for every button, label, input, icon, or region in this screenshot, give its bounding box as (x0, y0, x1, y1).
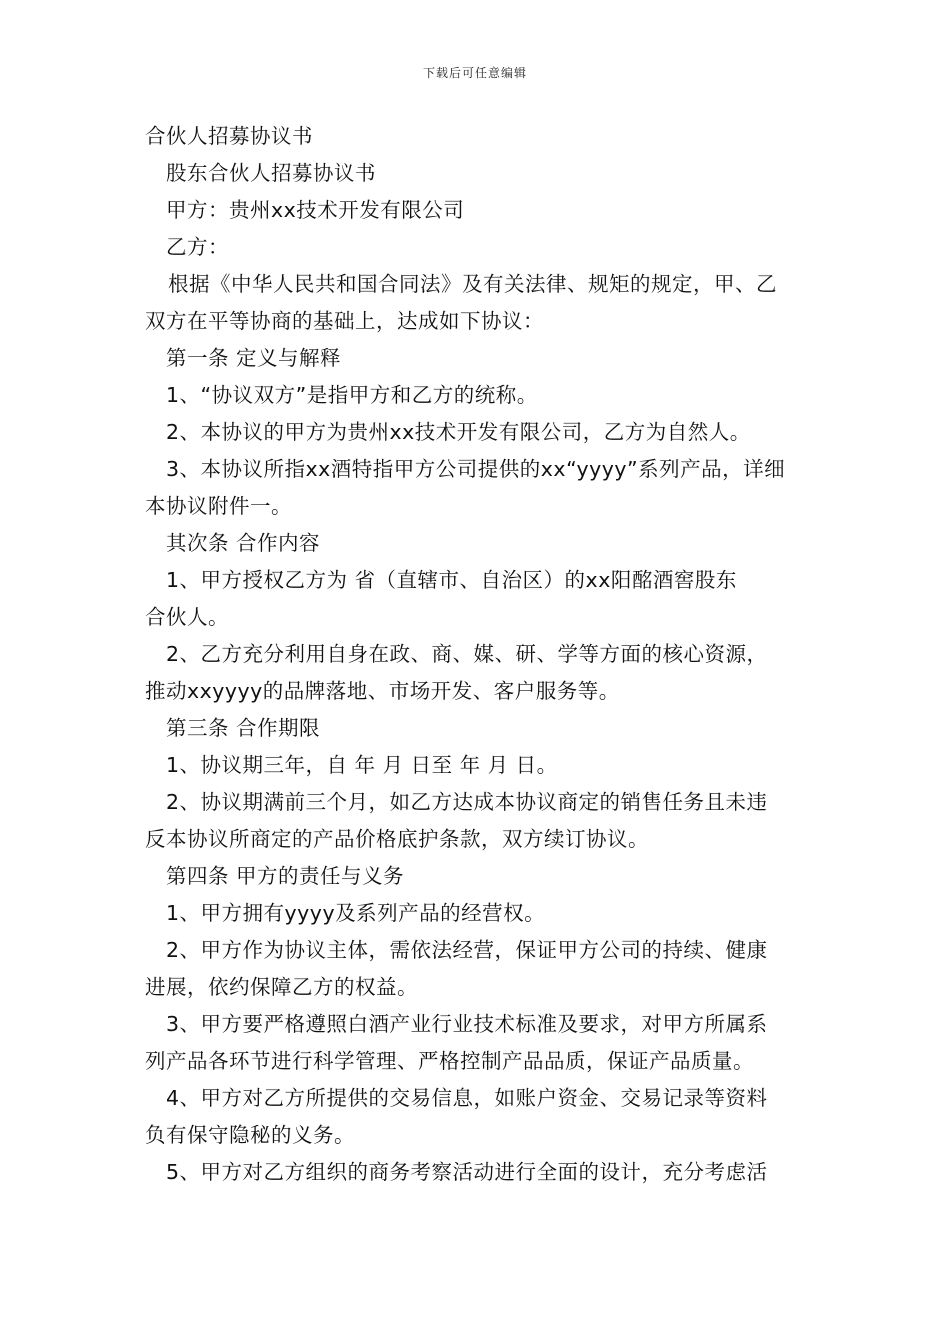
document-title: 合伙人招募协议书 (145, 124, 313, 148)
document-line: 4、甲方对乙方所提供的交易信息，如账户资金、交易记录等资料 (166, 1086, 768, 1110)
document-line: 第四条 甲方的责任与义务 (166, 864, 405, 888)
document-line: 2、甲方作为协议主体，需依法经营，保证甲方公司的持续、健康 (166, 938, 768, 962)
document-line: 进展，依约保障乙方的权益。 (145, 975, 418, 999)
document-line: 股东合伙人招募协议书 (166, 161, 376, 185)
document-line: 反本协议所商定的产品价格底护条款，双方续订协议。 (145, 827, 649, 851)
document-line: 1、“协议双方”是指甲方和乙方的统称。 (166, 383, 538, 407)
document-line: 双方在平等协商的基础上，达成如下协议： (145, 309, 544, 333)
document-line: 5、甲方对乙方组织的商务考察活动进行全面的设计，充分考虑活 (166, 1160, 768, 1184)
document-line: 其次条 合作内容 (166, 531, 321, 555)
document-line: 列产品各环节进行科学管理、严格控制产品品质，保证产品质量。 (145, 1049, 754, 1073)
header-note: 下载后可任意编辑 (422, 66, 527, 80)
document-line: 2、乙方充分利用自身在政、商、媒、研、学等方面的核心资源， (166, 642, 768, 666)
document-line: 3、甲方要严格遵照白酒产业行业技术标准及要求，对甲方所属系 (166, 1012, 768, 1036)
document-line: 合伙人。 (145, 605, 229, 629)
document-line: 第三条 合作期限 (166, 716, 321, 740)
document-line: 乙方： (166, 235, 229, 259)
document-line: 推动xxyyyy的品牌落地、市场开发、客户服务等。 (145, 679, 620, 703)
document-line: 2、本协议的甲方为贵州xx技术开发有限公司，乙方为自然人。 (166, 420, 751, 444)
document-line: 第一条 定义与解释 (166, 346, 342, 370)
document-line: 1、甲方拥有yyyy及系列产品的经营权。 (166, 901, 546, 925)
document-line: 甲方：贵州xx技术开发有限公司 (166, 198, 465, 222)
document-line: 2、协议期满前三个月，如乙方达成本协议商定的销售任务且未违 (166, 790, 768, 814)
document-line: 负有保守隐秘的义务。 (145, 1123, 355, 1147)
document-line: 1、甲方授权乙方为 省（直辖市、自治区）的xx阳酩酒窖股东 (166, 568, 737, 592)
document-line: 1、协议期三年，自 年 月 日至 年 月 日。 (166, 753, 558, 777)
document-line: 3、本协议所指xx酒特指甲方公司提供的xx“yyyy”系列产品，详细 (166, 457, 786, 481)
document-line: 根据《中华人民共和国合同法》及有关法律、规矩的规定，甲、乙 (168, 272, 777, 296)
document-body (145, 118, 807, 1191)
document-line: 本协议附件一。 (145, 494, 292, 518)
